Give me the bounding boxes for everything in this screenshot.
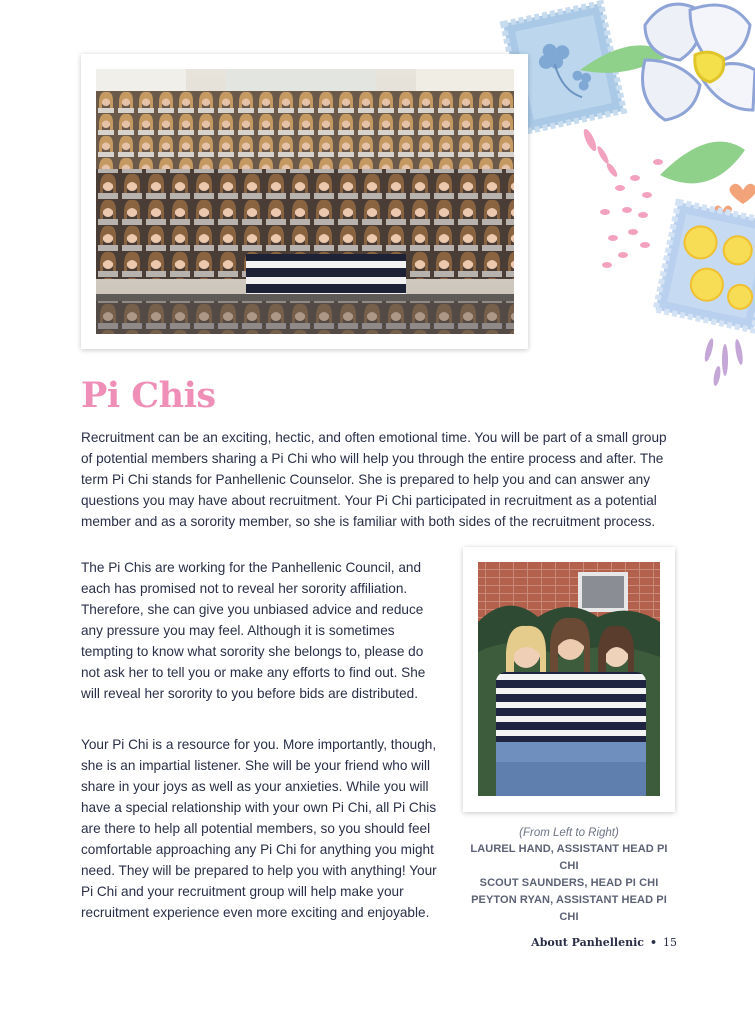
paragraph-affiliation: The Pi Chis are working for the Panhellenic Council, and each has promised not to reveal her sorority affiliation. Therefore, she can give you unbiased advice and reduce any pressure you may feel. Although it is sometimes tempting to know what sorority she belongs to, please do not ask her to tell you or make any efforts to find out. She will reveal her sorority to you before bids are distributed.	[81, 560, 426, 701]
caption-name: LAUREL HAND, ASSISTANT HEAD PI CHI	[470, 843, 668, 872]
paragraph-resource: Your Pi Chi is a resource for you. More importantly, though, she is an impartial listener. She will be your friend who will share in your joys as well as your anxieties. While you will have a special relationship with your own Pi Chi, all Pi Chis are there to help all potential members, so you should feel comfortable approaching any Pi Chi for anything you might need. They will be prepared to help you with anything! Your Pi Chi and your recruitment group will help make your recruitment experience even more exciting and enjoyable.	[81, 737, 437, 920]
portrait-photo-frame	[463, 547, 675, 812]
group-photo-frame	[81, 54, 528, 349]
magnolia-flower-icon	[643, 4, 755, 120]
footer-separator: •	[649, 936, 657, 949]
caption-name: SCOUT SAUNDERS, HEAD PI CHI	[479, 877, 659, 889]
photo-caption	[463, 825, 675, 926]
paragraph-intro: Recruitment can be an exciting, hectic, and often emotional time. You will be part of a small group of potential members sharing a Pi Chi who will help you through the entire process and after. The term Pi Chi stands for Panhellenic Counselor. She is prepared to help you and can answer any questions you may have about recruitment. Your Pi Chi participated in recruitment as a potential member and as a sorority member, so she is familiar with both sides of the recruitment process.	[81, 430, 667, 529]
group-photo-image	[96, 69, 514, 334]
three-pi-chis-photo-image	[478, 562, 660, 796]
caption-name: PEYTON RYAN, ASSISTANT HEAD PI CHI	[471, 894, 667, 923]
page-footer	[531, 936, 677, 949]
lemon-stamp-icon	[656, 202, 755, 330]
floral-stamps-illustration	[495, 0, 755, 395]
caption-lead: (From Left to Right)	[519, 827, 619, 839]
page-number: 15	[663, 936, 677, 949]
page-title: Pi Chis	[81, 375, 216, 416]
footer-section-title: About Panhellenic	[531, 936, 644, 949]
